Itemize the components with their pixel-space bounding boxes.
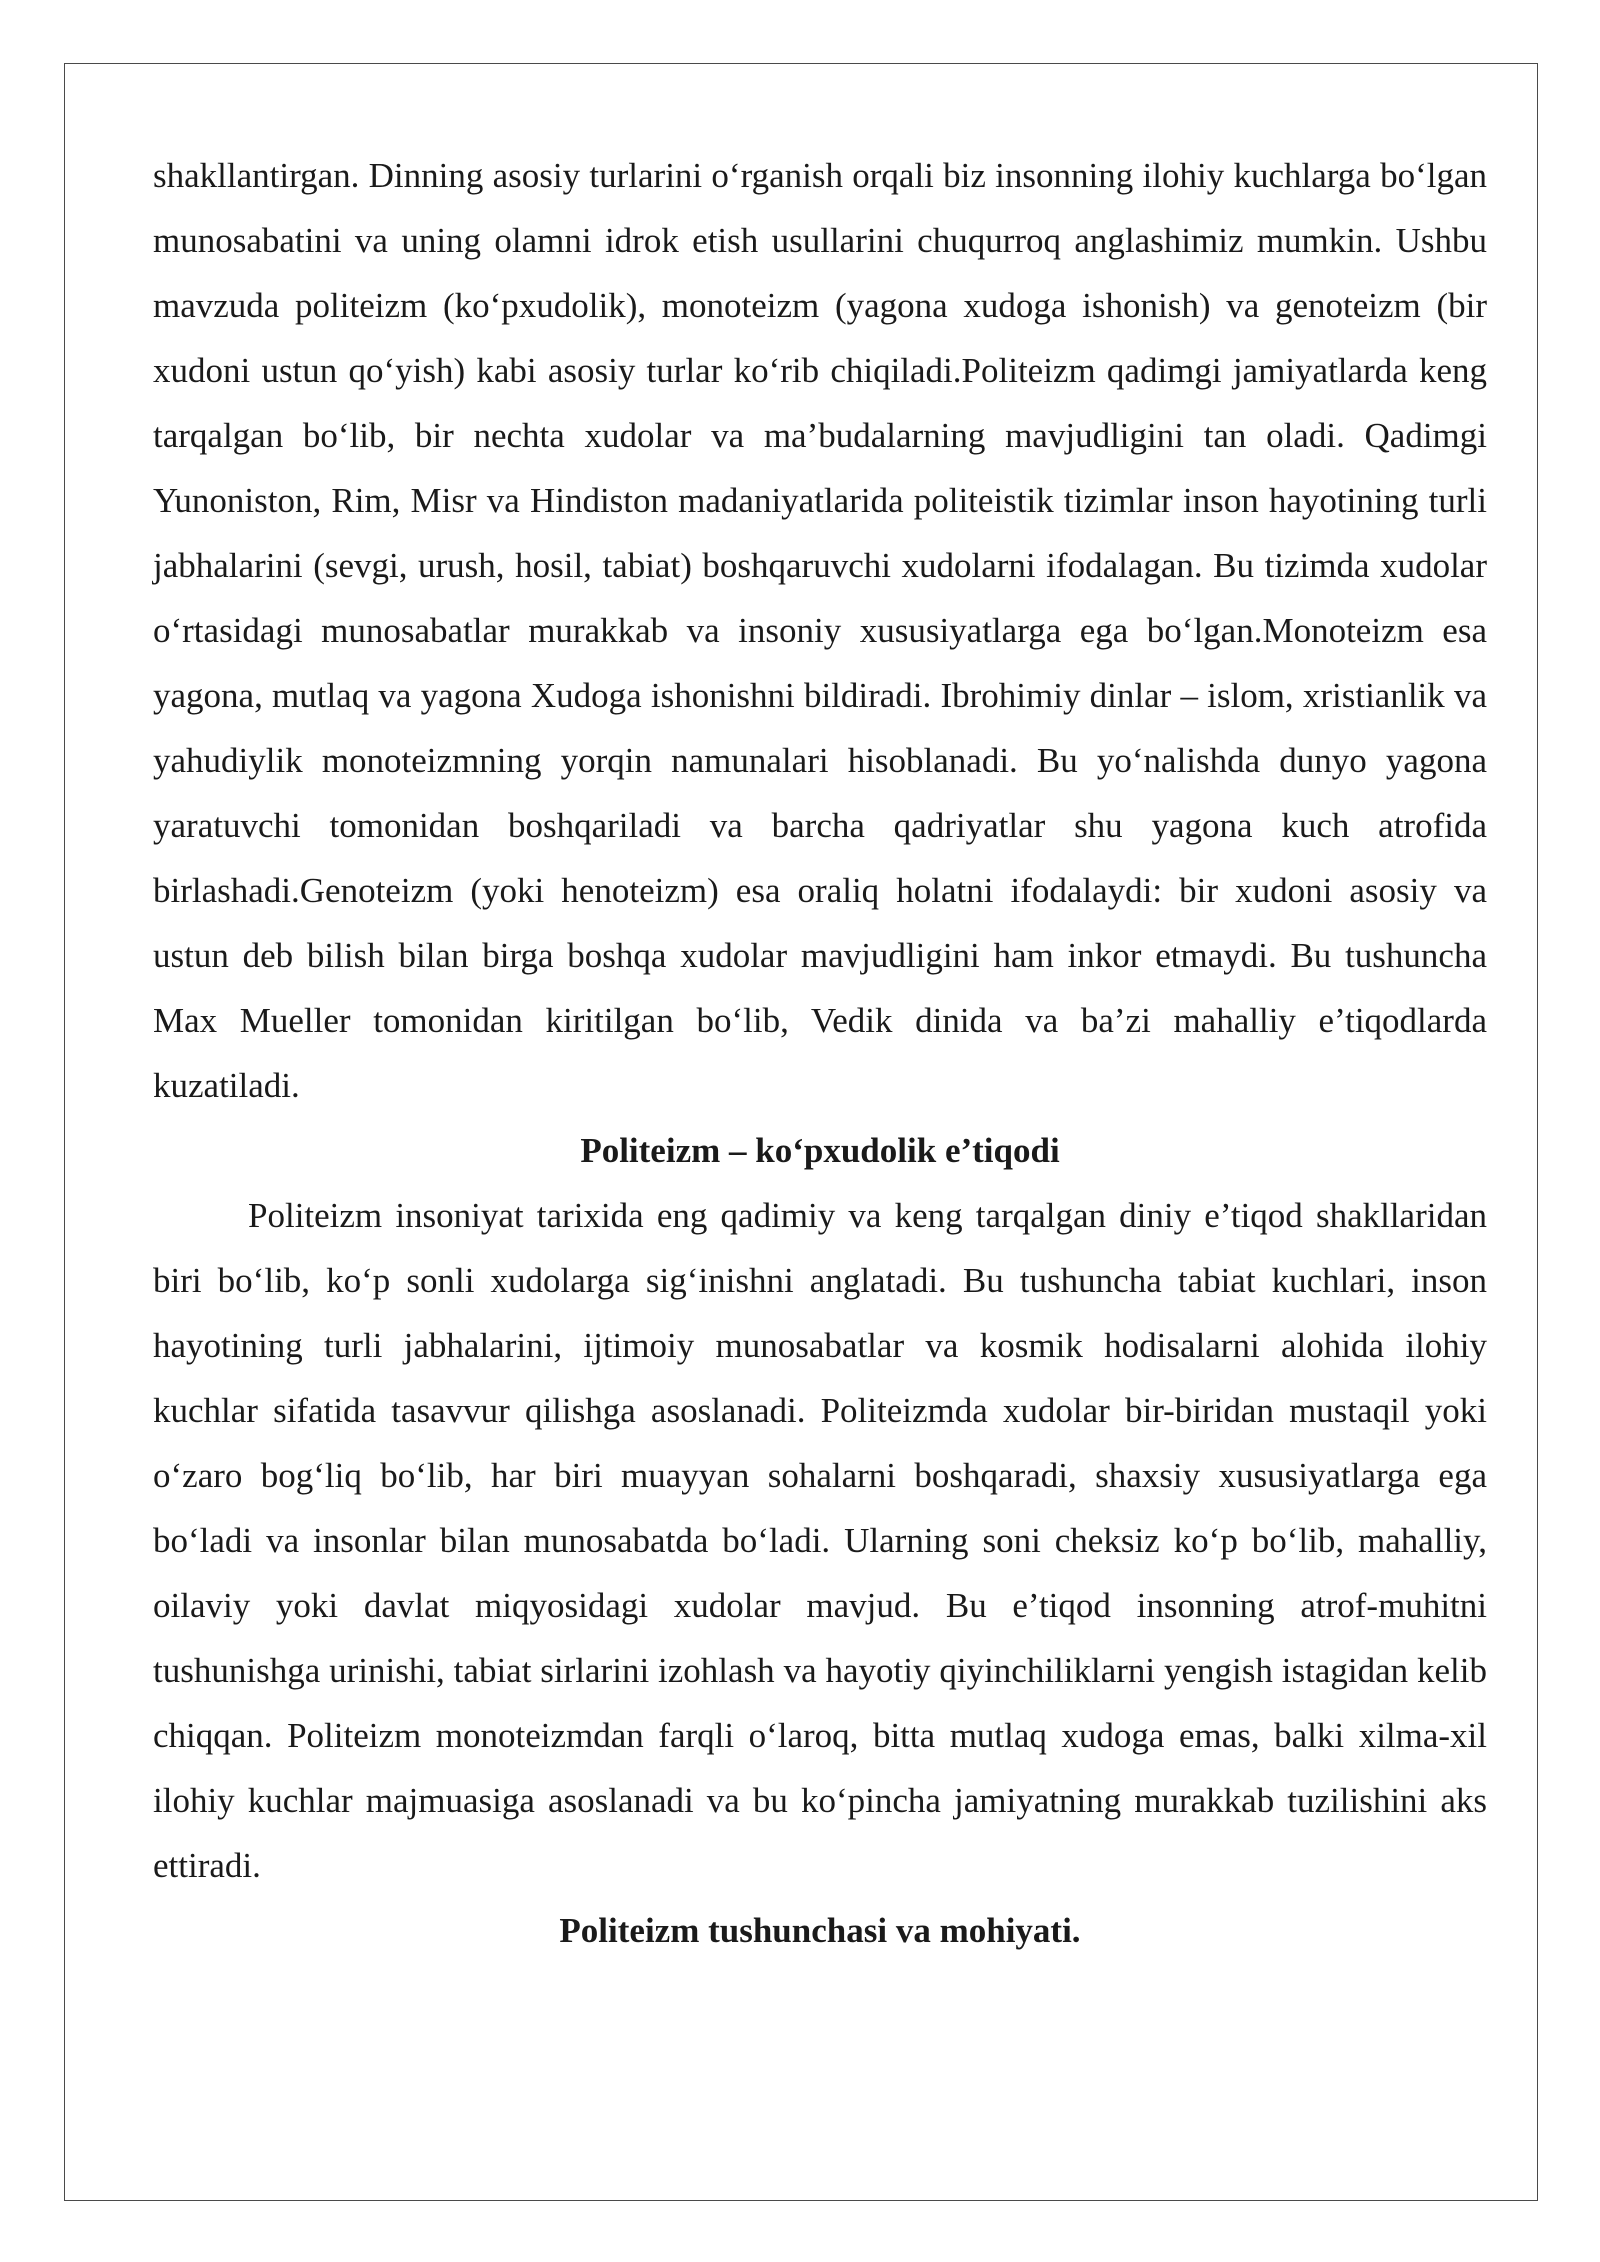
section-heading-polytheism: Politeizm – ko‘pxudolik e’tiqodi — [580, 1131, 1060, 1170]
paragraph-intro: shakllantirgan. Dinning asosiy turlarini o‘rganish orqali biz insonning ilohiy kuchlarga bo‘lgan munosabatini va uning olamni idrok etish usullarini chuqurroq anglashimiz mumkin. Ushbu mavzuda politeizm (ko‘pxudolik), monoteizm (yagona xudoga ishonish) va genoteizm (bir xudoni ustun qo‘yish) kabi asosiy turlar ko‘rib chiqiladi.Politeizm qadimgi jamiyatlarda keng tarqalgan bo‘lib, bir nechta xudolar va ma’budalarning mavjudligini tan oladi. Qadimgi Yunoniston, Rim, Misr va Hindiston madaniyatlarida politeistik tizimlar inson hayotining turli jabhalarini (sevgi, urush, hosil, tabiat) boshqaruvchi xudolarni ifodalagan. Bu tizimda xudolar o‘rtasidagi munosabatlar murakkab va insoniy xususiyatlarga ega bo‘lgan.Monoteizm esa yagona, mutlaq va yagona Xudoga ishonishni bildiradi. Ibrohimiy dinlar – islom, xristianlik va yahudiylik monoteizmning yorqin namunalari hisoblanadi. Bu yo‘nalishda dunyo yagona yaratuvchi tomonidan boshqariladi va barcha qadriyatlar shu yagona kuch atrofida birlashadi.Genoteizm (yoki henoteizm) esa oraliq holatni ifodalaydi: bir xudoni asosiy va ustun deb bilish bilan birga boshqa xudolar mavjudligini ham inkor etmaydi. Bu tushuncha Max Mueller tomonidan kiritilgan bo‘lib, Vedik dinida va ba’zi mahalliy e’tiqodlarda kuzatiladi. — [153, 156, 1487, 1105]
section-heading-concept: Politeizm tushunchasi va mohiyati. — [559, 1911, 1081, 1950]
document-body — [153, 143, 1487, 1963]
paragraph-polytheism: Politeizm insoniyat tarixida eng qadimiy va keng tarqalgan diniy e’tiqod shakllaridan biri bo‘lib, ko‘p sonli xudolarga sig‘inishni anglatadi. Bu tushuncha tabiat kuchlari, inson hayotining turli jabhalarini, ijtimoiy munosabatlar va kosmik hodisalarni alohida ilohiy kuchlar sifatida tasavvur qilishga asoslanadi. Politeizmda xudolar bir-biridan mustaqil yoki o‘zaro bog‘liq bo‘lib, har biri muayyan sohalarni boshqaradi, shaxsiy xususiyatlarga ega bo‘ladi va insonlar bilan munosabatda bo‘ladi. Ularning soni cheksiz ko‘p bo‘lib, mahalliy, oilaviy yoki davlat miqyosidagi xudolar mavjud. Bu e’tiqod insonning atrof-muhitni tushunishga urinishi, tabiat sirlarini izohlash va hayotiy qiyinchiliklarni yengish istagidan kelib chiqqan. Politeizm monoteizmdan farqli o‘laroq, bitta mutlaq xudoga emas, balki xilma-xil ilohiy kuchlar majmuasiga asoslanadi va bu ko‘pincha jamiyatning murakkab tuzilishini aks ettiradi. — [153, 1196, 1487, 1885]
